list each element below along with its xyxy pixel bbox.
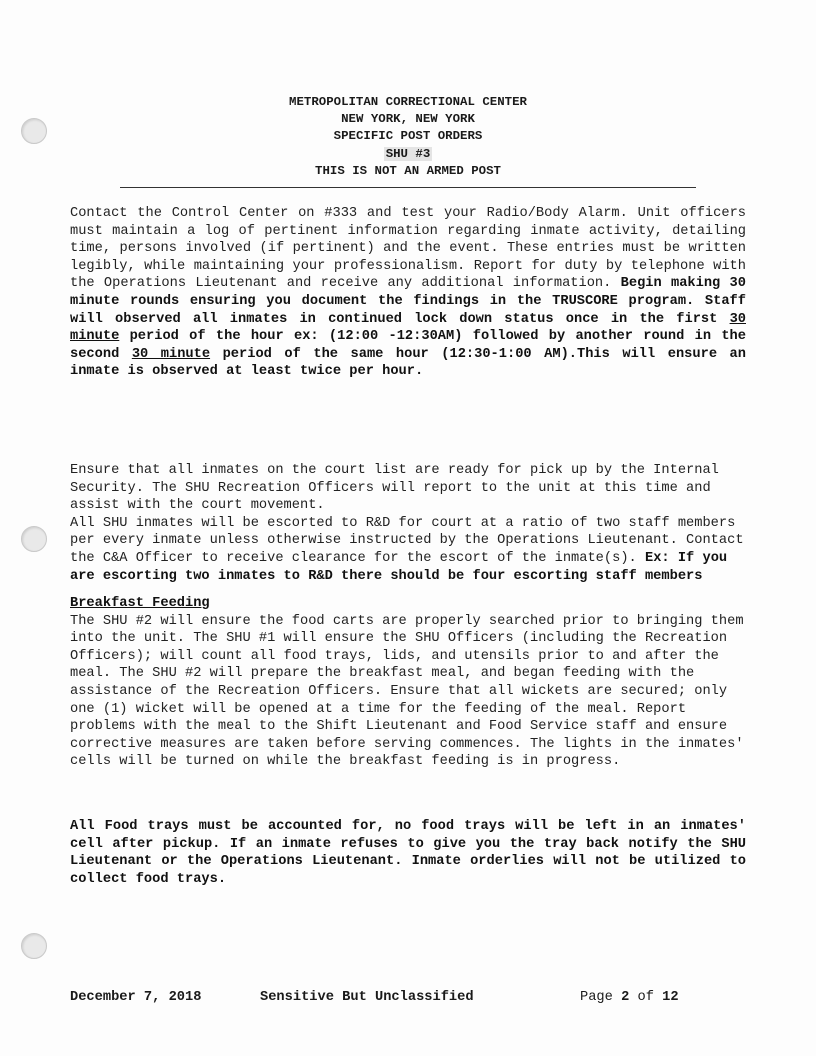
round-interval-second: 30 minute xyxy=(131,346,211,362)
rounds-instructions-end: period of the same hour (12:30-1:00 AM).This will ensure an inmate is observed at least twice per hour. xyxy=(70,346,746,380)
food-trays-text: All Food trays must be accounted for, no food trays will be left in an inmates' cell after pickup. If an inmate refuses to give you the tray back notify the SHU Lieutenant or the Operations Lieutenant. Inmate orderlies will not be utilized to collect food trays. xyxy=(70,819,746,887)
institution-location: NEW YORK, NEW YORK xyxy=(341,112,475,127)
armed-status: THIS IS NOT AN ARMED POST xyxy=(315,163,501,178)
instructions-text: Contact the Control Center on #333 and test your Radio/Body Alarm. Unit officers must maintain a log of pertinent information regarding inmate activity, detailing time, persons involved (if pertinent) and the event. These entries must be written legibly, while maintaining your professionalism. Report for duty by telephone with the Operations Lieutenant and receive any additional information. xyxy=(70,206,746,292)
round-interval-first: 30 minute xyxy=(70,311,746,345)
escort-example: Ex: If you are escorting two inmates to R&D there should be four escorting staff members xyxy=(70,550,728,584)
escort-text: All SHU inmates will be escorted to R&D for court at a ratio of two staff members per every inmate unless otherwise instructed by the Operations Lieutenant. Contact the C&A Officer to receive clearance for the escort of the inmate(s). xyxy=(70,515,744,566)
breakfast-feeding-section xyxy=(70,595,746,771)
footer-date: December 7, 2018 xyxy=(70,990,202,1005)
header-divider xyxy=(120,187,696,188)
rounds-instructions-cont: period of the hour ex: (12:00 -12:30AM) followed by another round in the second xyxy=(70,329,746,362)
rounds-instructions: Begin making 30 minute rounds ensuring you document the findings in the TRUSCORE program. Staff will observed all inmates in continued lock down status once in the first xyxy=(70,276,746,327)
breakfast-text: The SHU #2 will ensure the food carts are properly searched prior to bringing them into the unit. The SHU #1 will ensure the SHU Officers (including the Recreation Officers); will count all food trays, lids, and utensils prior to and after the meal. The SHU #2 will prepare the breakfast meal, and began feeding with the assistance of the Recreation Officers. Ensure that all wickets are secured; only one (1) wicket will be opened at a time for the feeding of the meal. Report problems with the meal to the Shift Lieutenant and Food Service staff and ensure corrective measures are taken before serving commences. The lights in the inmates' cells will be turned on while the breakfast feeding is in progress. xyxy=(70,613,744,770)
court-list-text: Ensure that all inmates on the court list are ready for pick up by the Internal Security. The SHU Recreation Officers will report to the unit at this time and assist with the court movement. xyxy=(70,463,719,514)
punch-hole-icon xyxy=(21,118,47,144)
food-trays-paragraph xyxy=(70,818,746,888)
footer-classification: Sensitive But Unclassified xyxy=(260,990,474,1005)
duty-instructions-paragraph xyxy=(70,205,746,381)
punch-hole-icon xyxy=(21,933,47,959)
punch-hole-icon xyxy=(21,526,47,552)
section-title: Breakfast Feeding xyxy=(70,596,210,611)
page-number: Page 2 of 12 xyxy=(580,990,679,1005)
post-name: SHU #3 xyxy=(385,146,431,161)
court-movement-paragraph xyxy=(70,462,746,585)
document-type: SPECIFIC POST ORDERS xyxy=(333,129,483,144)
page-footer xyxy=(70,990,746,1008)
document-header xyxy=(120,94,696,180)
institution-name: METROPOLITAN CORRECTIONAL CENTER xyxy=(289,95,527,109)
